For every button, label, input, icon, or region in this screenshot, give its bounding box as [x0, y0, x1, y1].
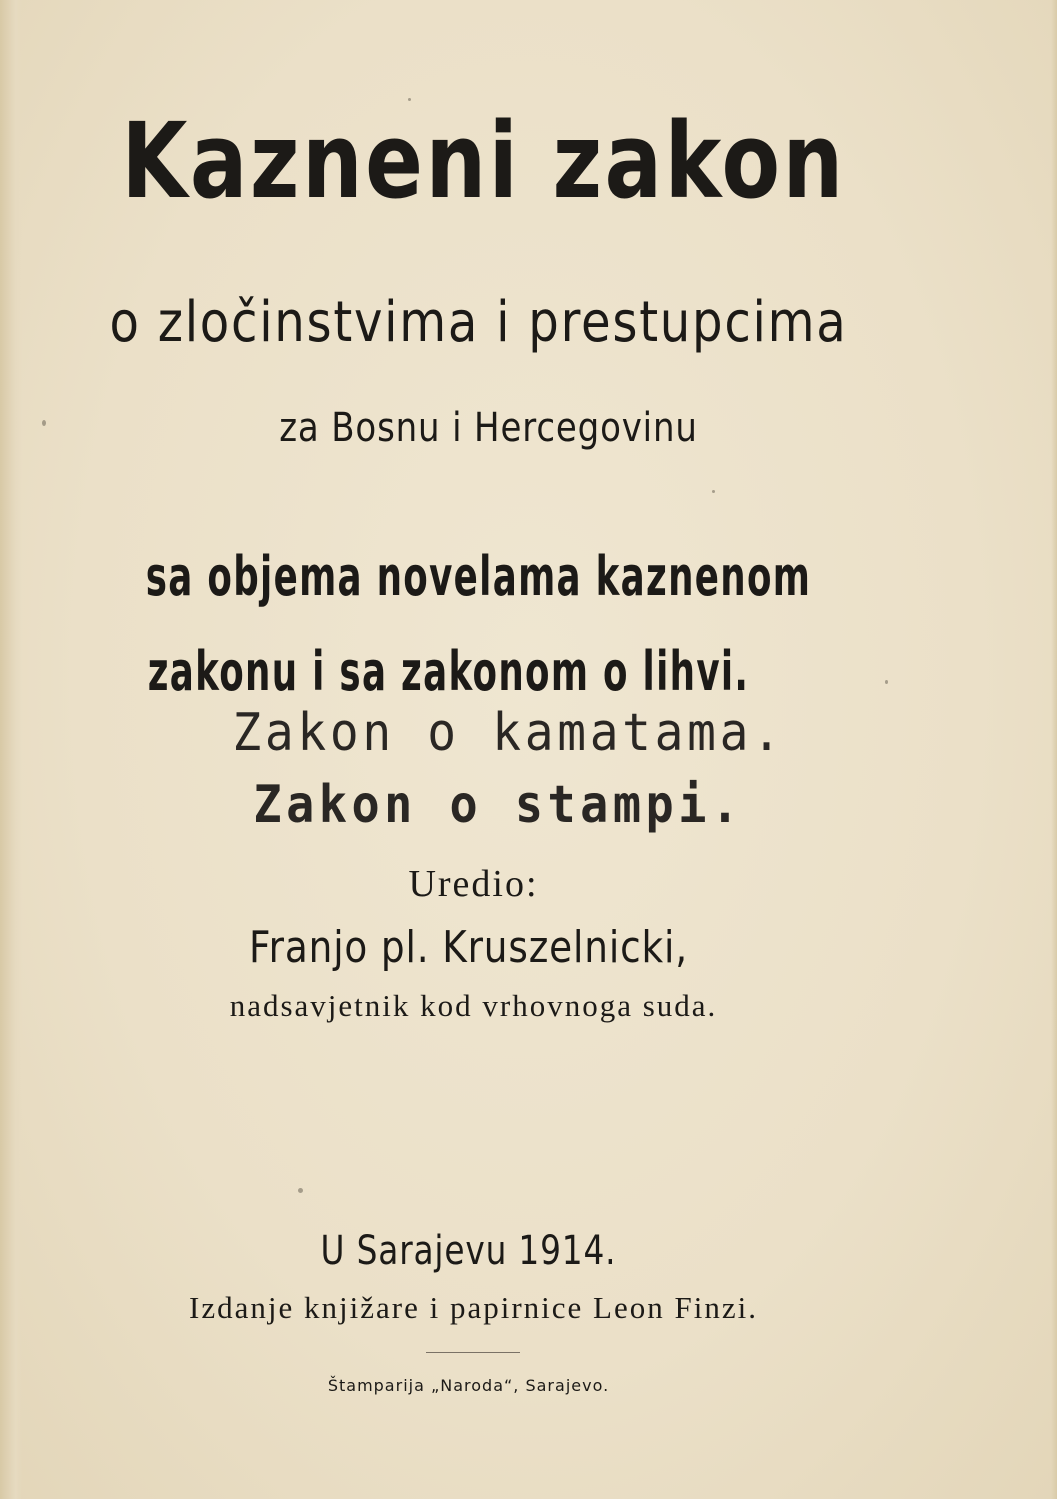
page-spine-shadow [0, 0, 22, 1499]
stamped-addition-2: Zakon o stampi. [253, 775, 744, 835]
book-title: Kazneni zakon [121, 100, 846, 222]
editor-position: nadsavjetnik kod vrhovnoga suda. [229, 988, 718, 1023]
editor-name: Franjo pl. Kruszelnicki, [249, 922, 688, 973]
amendments-line-1: sa objema novelama kaznenom [145, 545, 812, 608]
paper-speck [298, 1188, 303, 1193]
editor-label: Uredio: [408, 863, 539, 905]
amendments-line-2: zakonu i sa zakonom o lihvi. [147, 640, 750, 703]
imprint-divider [426, 1352, 520, 1353]
printer-line: Štamparija „Naroda“, Sarajevo. [327, 1376, 610, 1395]
paper-speck [885, 680, 888, 684]
paper-speck [712, 490, 715, 493]
publisher-line: Izdanje knjižare i papirnice Leon Finzi. [189, 1290, 758, 1325]
jurisdiction-line: za Bosnu i Hercegovinu [279, 405, 698, 451]
page-edge-shadow [1051, 0, 1057, 1499]
book-subtitle: o zločinstvima i prestupcima [109, 290, 848, 355]
place-and-year: U Sarajevu 1914. [320, 1228, 617, 1274]
stamped-addition-1: Zakon o kamatama. [232, 703, 785, 763]
